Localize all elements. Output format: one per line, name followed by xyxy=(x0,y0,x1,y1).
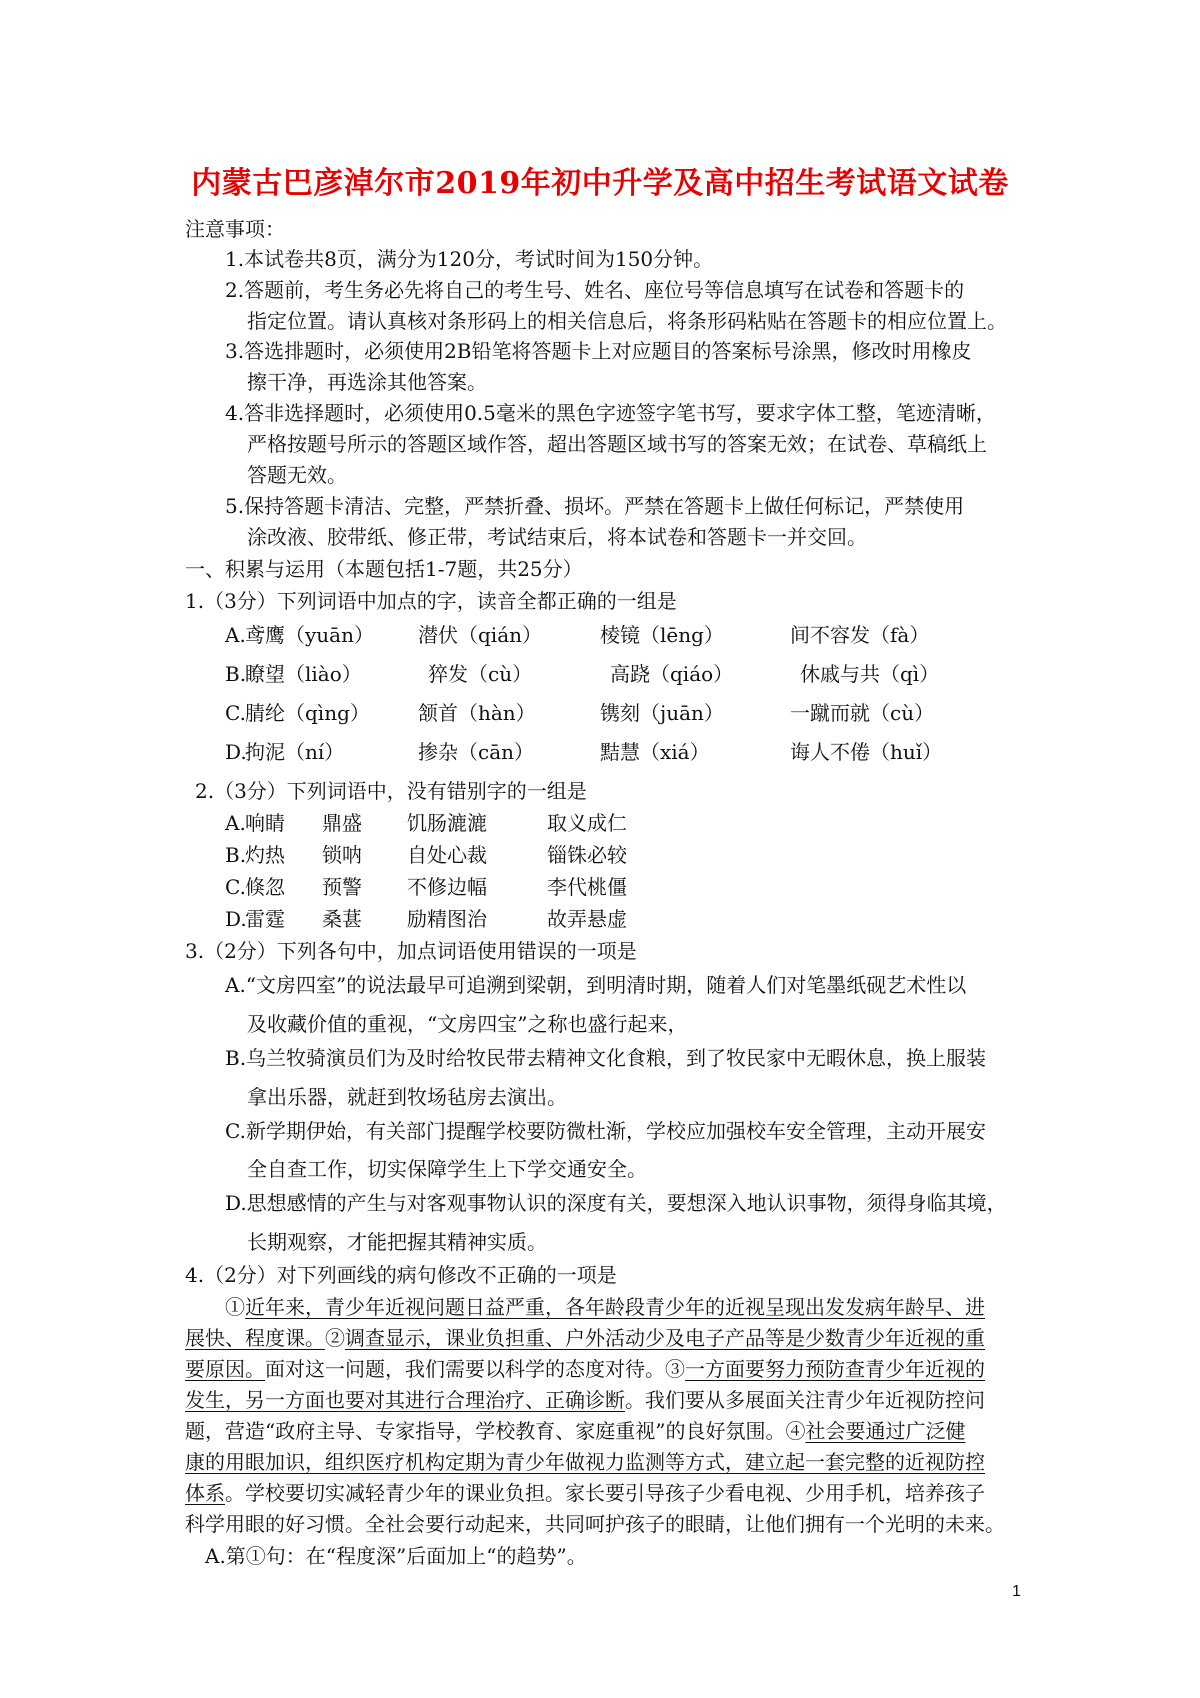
q4-text: 面对这一问题，我们需要以科学的态度对待。③ xyxy=(265,1357,685,1381)
q4-underlined-sentence: 发生，另一方面也要对其进行合理治疗、正确诊断 xyxy=(185,1388,625,1412)
q1-word: 一蹴而就（cù） xyxy=(790,701,935,725)
q1-word: 潜伏（qián） xyxy=(418,623,543,647)
notice-item: 涂改液、胶带纸、修正带，考试结束后，将本试卷和答题卡一并交回。 xyxy=(247,525,867,549)
q4-passage-line xyxy=(185,1480,985,1506)
q4-text: 。学校要切实减轻青少年的课业负担。家长要引导孩子少看电视、少用手机，培养孩子 xyxy=(225,1481,985,1505)
q4-underlined-sentence: 展快、程度课。 xyxy=(185,1326,325,1350)
q1-word: 诲人不倦（huǐ） xyxy=(790,740,943,764)
q1-word: 间不容发（fà） xyxy=(790,623,930,647)
notice-item: 严格按题号所示的答题区域作答，超出答题区域书写的答案无效；在试卷、草稿纸上 xyxy=(247,432,987,456)
notice-item: 擦干净，再选涂其他答案。 xyxy=(247,370,487,394)
q4-underlined-sentence: 社会要通过广泛健 xyxy=(805,1419,966,1443)
notice-item: 指定位置。请认真核对条形码上的相关信息后，将条形码粘贴在答题卡的相应位置上。 xyxy=(247,309,1007,333)
q4-passage-line xyxy=(225,1294,985,1320)
q4-passage-line xyxy=(185,1418,965,1444)
q4-passage-line: 科学用眼的好习惯。全社会要行动起来，共同呵护孩子的眼睛，让他们拥有一个光明的未来。 xyxy=(185,1512,1005,1536)
question-3-stem: 3.（2分）下列各句中，加点词语使用错误的一项是 xyxy=(185,939,637,963)
q1-word: 黠慧（xiá） xyxy=(600,740,710,764)
q1-word: 腈纶（qìng） xyxy=(245,701,370,725)
q2-word: 励精图治 xyxy=(407,907,487,931)
q4-text: 。我们要从多展面关注青少年近视防控问 xyxy=(625,1388,985,1412)
q3-line: A.“文房四室”的说法最早可追溯到梁朝，到明清时期，随着人们对笔墨纸砚艺术性以 xyxy=(225,973,967,997)
q3-line: D.思想感情的产生与对客观事物认识的深度有关，要想深入地认识事物，须得身临其境， xyxy=(225,1191,1007,1215)
q4-underlined-sentence: 一方面要努力预防查青少年近视的 xyxy=(685,1357,985,1381)
q2-word: 响睛 xyxy=(245,811,285,835)
q2-word: 锱铢必较 xyxy=(547,843,627,867)
q4-passage-line xyxy=(185,1387,985,1413)
q1-word: 拘泥（ní） xyxy=(245,740,345,764)
q1-option-label: D. xyxy=(225,740,247,764)
q2-word: 预警 xyxy=(322,875,362,899)
q4-underlined-sentence: 调查显示，课业负担重、户外活动少及电子产品等是少数青少年近视的重 xyxy=(345,1326,985,1350)
q4-underlined-sentence: 康的用眼加识，组织医疗机构定期为青少年做视力监测等方式，建立起一套完整的近视防控 xyxy=(185,1450,985,1474)
page-number: 1 xyxy=(1012,1583,1021,1600)
notice-item: 5.保持答题卡清洁、完整，严禁折叠、损坏。严禁在答题卡上做任何标记，严禁使用 xyxy=(225,494,965,518)
question-4-stem: 4.（2分）对下列画线的病句修改不正确的一项是 xyxy=(185,1263,617,1287)
q4-passage-line xyxy=(185,1449,985,1475)
q4-underlined-sentence: 近年来，青少年近视问题日益严重，各年龄段青少年的近视呈现出发发病年龄早、进 xyxy=(245,1295,985,1319)
q3-line: 拿出乐器，就赶到牧场毡房去演出。 xyxy=(247,1085,567,1109)
q1-word: 高跷（qiáo） xyxy=(610,662,734,686)
q1-word: 猝发（cù） xyxy=(428,662,533,686)
notice-item: 4.答非选择题时，必须使用0.5毫米的黑色字迹签字笔书写，要求字体工整，笔迹清晰， xyxy=(225,401,996,425)
q3-line: 长期观察，才能把握其精神实质。 xyxy=(247,1230,547,1254)
q2-word: 雷霆 xyxy=(245,907,285,931)
q2-word: 鼎盛 xyxy=(322,811,362,835)
q2-option-label: A. xyxy=(225,811,246,835)
q2-option-label: D. xyxy=(225,907,247,931)
q1-word: 瞭望（liào） xyxy=(245,662,362,686)
q1-word: 颔首（hàn） xyxy=(418,701,536,725)
question-2-stem: 2.（3分）下列词语中，没有错别字的一组是 xyxy=(195,779,587,803)
q4-option-a: A.第①句：在“程度深”后面加上“的趋势”。 xyxy=(205,1544,587,1568)
q4-text: 题，营造“政府主导、专家指导，学校教育、家庭重视”的良好氛围。④ xyxy=(185,1419,806,1443)
q2-word: 取义成仁 xyxy=(547,811,627,835)
notice-heading: 注意事项： xyxy=(185,217,285,241)
q3-line: 及收藏价值的重视，“文房四宝”之称也盛行起来， xyxy=(247,1012,688,1036)
notice-item: 2.答题前，考生务必先将自己的考生号、姓名、座位号等信息填写在试卷和答题卡的 xyxy=(225,278,965,302)
q2-word: 锁呐 xyxy=(322,843,362,867)
q4-marker: ① xyxy=(225,1295,245,1319)
q4-passage-line xyxy=(185,1356,985,1382)
q3-line: B.乌兰牧骑演员们为及时给牧民带去精神文化食粮，到了牧民家中无暇休息，换上服装 xyxy=(225,1046,987,1070)
page-title: 内蒙古巴彦淖尔市2019年初中升学及高中招生考试语文试卷 xyxy=(191,166,1009,201)
q2-word: 自处心裁 xyxy=(407,843,487,867)
q1-word: 棱镜（lēng） xyxy=(600,623,724,647)
notice-item: 3.答选排题时，必须使用2B铅笔将答题卡上对应题目的答案标号涂黑，修改时用橡皮 xyxy=(225,339,972,363)
q2-option-label: B. xyxy=(225,843,247,867)
q1-word: 休戚与共（qì） xyxy=(800,662,940,686)
q3-line: C.新学期伊始，有关部门提醒学校要防微杜渐，学校应加强校车安全管理，主动开展安 xyxy=(225,1119,986,1143)
q2-word: 桑葚 xyxy=(322,907,362,931)
q2-word: 灼热 xyxy=(245,843,285,867)
q1-word: 镌刻（juān） xyxy=(600,701,724,725)
q4-underlined-sentence: 要原因。 xyxy=(185,1357,265,1381)
q1-option-label: B. xyxy=(225,662,247,686)
question-1-stem: 1.（3分）下列词语中加点的字，读音全都正确的一组是 xyxy=(185,589,677,613)
q1-option-label: C. xyxy=(225,701,246,725)
q2-word: 故弄悬虚 xyxy=(547,907,627,931)
section-heading: 一、积累与运用（本题包括1-7题，共25分） xyxy=(185,557,583,581)
q1-word: 掺杂（cān） xyxy=(418,740,535,764)
notice-item: 1.本试卷共8页，满分为120分，考试时间为150分钟。 xyxy=(225,247,714,271)
q2-word: 饥肠漉漉 xyxy=(407,811,487,835)
q4-underlined-sentence: 体系 xyxy=(185,1481,225,1505)
q2-word: 倏忽 xyxy=(245,875,285,899)
q2-option-label: C. xyxy=(225,875,246,899)
notice-item: 答题无效。 xyxy=(247,463,347,487)
q1-word: 鸢鹰（yuān） xyxy=(245,623,374,647)
q4-passage-line xyxy=(185,1325,985,1351)
q4-marker: ② xyxy=(325,1326,345,1350)
q1-option-label: A. xyxy=(225,623,246,647)
q2-word: 不修边幅 xyxy=(407,875,487,899)
q2-word: 李代桃僵 xyxy=(547,875,627,899)
q3-line: 全自查工作，切实保障学生上下学交通安全。 xyxy=(247,1157,647,1181)
